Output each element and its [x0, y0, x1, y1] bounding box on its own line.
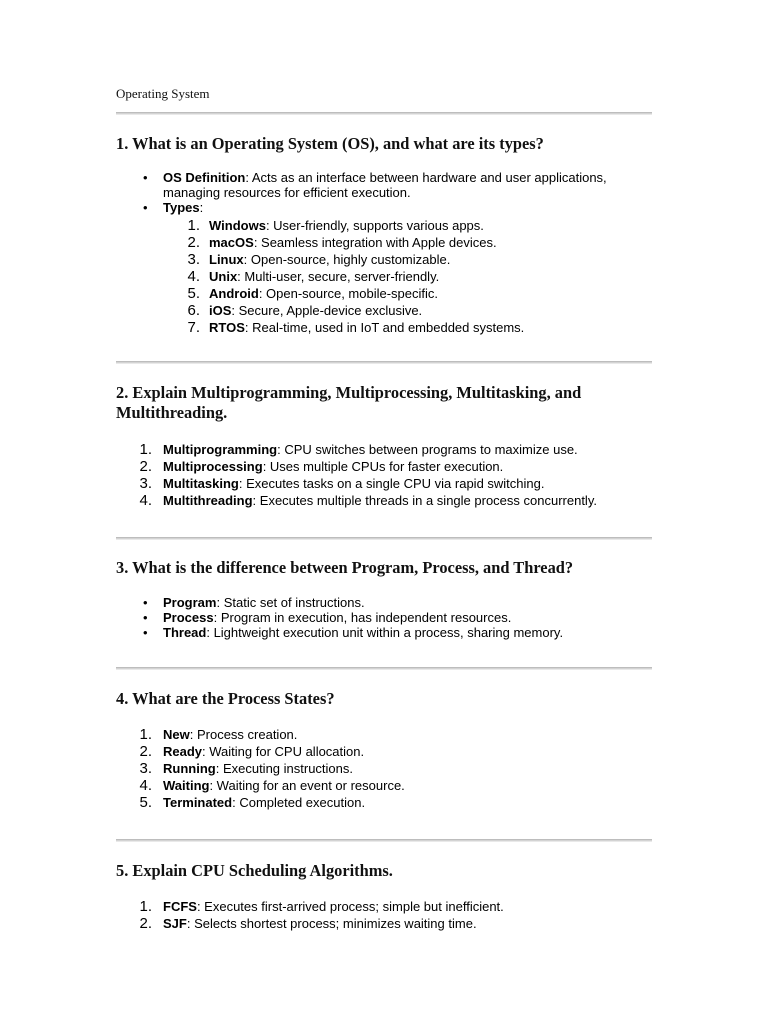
sublist-item — [163, 251, 652, 268]
section-divider — [116, 667, 652, 670]
section-heading: 5. Explain CPU Scheduling Algorithms. — [116, 861, 393, 880]
sublist-item-text — [209, 251, 652, 268]
item-description: : Uses multiple CPUs for faster execution. — [262, 459, 504, 474]
item-term: SJF — [163, 916, 187, 931]
item-number: 5. — [139, 794, 152, 811]
item-number: 1. — [139, 726, 152, 743]
list-item — [116, 760, 652, 777]
item-description: : Acts as an interface between hardware and user applications, managing resources for efficient execution. — [163, 170, 607, 200]
sublist-item-text — [209, 319, 652, 336]
item-term: Multitasking — [163, 476, 239, 491]
bullet-marker — [116, 170, 163, 185]
item-term: Program — [163, 595, 217, 610]
sublist-item — [163, 268, 652, 285]
item-description: : Real-time, used in IoT and embedded systems. — [244, 320, 525, 335]
list-item — [116, 492, 652, 509]
sublist-item — [163, 319, 652, 336]
item-description: : Seamless integration with Apple devices. — [253, 235, 497, 250]
item-term: iOS — [209, 303, 232, 318]
list-item-text — [163, 441, 652, 458]
section-divider — [116, 537, 652, 540]
list-item-text — [163, 475, 652, 492]
sublist-item — [163, 217, 652, 234]
list-item-text — [163, 458, 652, 475]
section-divider — [116, 839, 652, 842]
item-description: : CPU switches between programs to maximize use. — [277, 442, 578, 457]
item-term: New — [163, 727, 190, 742]
item-description: : Completed execution. — [232, 795, 366, 810]
list-item-text — [163, 170, 652, 200]
list-item-text — [163, 595, 652, 610]
list-item — [116, 595, 652, 610]
list-item-text — [163, 610, 652, 625]
list-item — [116, 625, 652, 640]
list-item-text — [163, 794, 652, 811]
list-item-text — [163, 726, 652, 743]
item-number: 1. — [139, 898, 152, 915]
item-term: Windows — [209, 218, 266, 233]
numbered-list — [116, 726, 652, 811]
list-item-text — [163, 915, 652, 932]
item-term: RTOS — [209, 320, 245, 335]
item-number: 6. — [187, 302, 200, 319]
list-item — [116, 170, 652, 200]
item-description: : User-friendly, supports various apps. — [265, 218, 484, 233]
item-description: : Executes tasks on a single CPU via rapid switching. — [238, 476, 545, 491]
item-term: Multiprogramming — [163, 442, 278, 457]
sublist-item — [163, 285, 652, 302]
item-number: 2. — [139, 743, 152, 760]
item-description: : Open-source, mobile-specific. — [258, 286, 439, 301]
bullet-marker — [116, 200, 163, 215]
item-description: : Executes multiple threads in a single process concurrently. — [252, 493, 597, 508]
list-item-text — [163, 777, 652, 794]
item-description: : Secure, Apple-device exclusive. — [231, 303, 423, 318]
section-heading: 4. What are the Process States? — [116, 689, 335, 708]
list-item — [116, 743, 652, 760]
list-item — [116, 458, 652, 475]
item-term: OS Definition — [163, 170, 246, 185]
list-item-text — [163, 200, 652, 336]
list-item-text — [163, 492, 652, 509]
item-term: Thread — [163, 625, 207, 640]
item-term: Running — [163, 761, 216, 776]
sublist-item-text — [209, 217, 652, 234]
item-number: 4. — [139, 492, 152, 509]
item-description: : Program in execution, has independent resources. — [213, 610, 512, 625]
item-term: Process — [163, 610, 214, 625]
numbered-sublist — [163, 217, 652, 336]
section-divider — [116, 361, 652, 364]
list-item-text — [163, 898, 652, 915]
item-number: 3. — [187, 251, 200, 268]
item-term: Types — [163, 200, 200, 215]
item-description: : Waiting for CPU allocation. — [202, 744, 365, 759]
item-description: : Process creation. — [189, 727, 298, 742]
item-term: Ready — [163, 744, 203, 759]
list-item — [116, 475, 652, 492]
list-item — [116, 915, 652, 932]
item-description: : Open-source, highly customizable. — [243, 252, 451, 267]
item-term: Waiting — [163, 778, 210, 793]
item-term: Unix — [209, 269, 238, 284]
list-item — [116, 726, 652, 743]
list-item — [116, 777, 652, 794]
list-item — [116, 610, 652, 625]
item-term: macOS — [209, 235, 254, 250]
bulleted-list — [116, 170, 652, 336]
sublist-item — [163, 302, 652, 319]
item-number: 4. — [139, 777, 152, 794]
list-item — [116, 794, 652, 811]
item-term: Terminated — [163, 795, 233, 810]
list-item-text — [163, 760, 652, 777]
bullet-marker — [116, 625, 163, 640]
section-heading: 2. Explain Multiprogramming, Multiprocessing, Multitasking, and Multithreading. — [116, 383, 582, 422]
item-term: Multiprocessing — [163, 459, 263, 474]
item-term: Multithreading — [163, 493, 253, 508]
item-number: 2. — [139, 915, 152, 932]
item-description: : Multi-user, secure, server-friendly. — [237, 269, 440, 284]
sublist-item-text — [209, 285, 652, 302]
item-number: 2. — [187, 234, 200, 251]
numbered-list — [116, 441, 652, 509]
list-item-text — [163, 743, 652, 760]
item-description: : Static set of instructions. — [216, 595, 365, 610]
list-item — [116, 898, 652, 915]
item-description: : Waiting for an event or resource. — [209, 778, 405, 793]
item-number: 4. — [187, 268, 200, 285]
section-divider — [116, 112, 652, 115]
section-heading: 3. What is the difference between Program, Process, and Thread? — [116, 558, 574, 577]
bulleted-list — [116, 595, 652, 640]
item-description: : Executing instructions. — [215, 761, 354, 776]
sublist-item — [163, 234, 652, 251]
list-item — [116, 200, 652, 336]
bullet-marker — [116, 595, 163, 610]
running-header: Operating System — [116, 86, 210, 101]
item-number: 2. — [139, 458, 152, 475]
item-term: FCFS — [163, 899, 197, 914]
item-description: : Executes first-arrived process; simple but inefficient. — [196, 899, 504, 914]
item-number: 3. — [139, 760, 152, 777]
sublist-item-text — [209, 302, 652, 319]
sublist-item-text — [209, 234, 652, 251]
list-item-text — [163, 625, 652, 640]
item-description: : Selects shortest process; minimizes waiting time. — [186, 916, 477, 931]
numbered-list — [116, 898, 652, 932]
list-item — [116, 441, 652, 458]
item-number: 7. — [187, 319, 200, 336]
item-number: 1. — [139, 441, 152, 458]
item-number: 5. — [187, 285, 200, 302]
item-number: 3. — [139, 475, 152, 492]
item-description: : Lightweight execution unit within a process, sharing memory. — [206, 625, 564, 640]
sublist-item-text — [209, 268, 652, 285]
item-number: 1. — [187, 217, 200, 234]
item-term: Linux — [209, 252, 244, 267]
bullet-marker — [116, 610, 163, 625]
item-description: : — [199, 200, 204, 215]
item-term: Android — [209, 286, 259, 301]
section-heading: 1. What is an Operating System (OS), and what are its types? — [116, 134, 544, 153]
